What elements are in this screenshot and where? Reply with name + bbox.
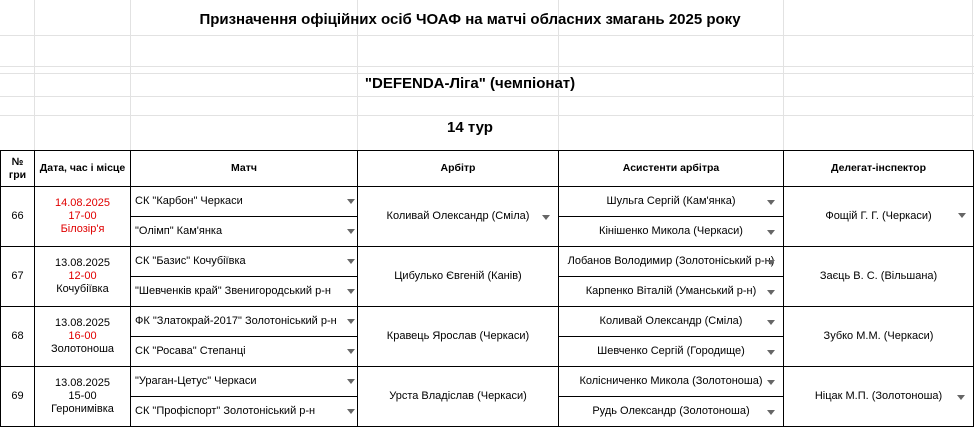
assistant2-select[interactable] [559, 397, 784, 427]
home-team-select[interactable] [131, 307, 358, 337]
home-team: ФК "Златокрай-2017" Золотоніський р-н [135, 315, 337, 327]
assistant1-name: Шульга Сергій (Кам'янка) [606, 195, 736, 207]
home-team-select[interactable] [131, 247, 358, 277]
dropdown-arrow-icon[interactable] [767, 230, 775, 235]
delegate-name: Зубко М.М. (Черкаси) [823, 330, 934, 342]
assistant2-select[interactable] [559, 337, 784, 367]
assistant1-select[interactable] [559, 307, 784, 337]
delegate-cell[interactable] [784, 187, 974, 247]
dropdown-arrow-icon[interactable] [767, 410, 775, 415]
away-team-select[interactable] [131, 397, 358, 427]
away-team: "Шевченків край" Звенигородський р-н [135, 285, 331, 297]
schedule-table [0, 150, 974, 427]
away-team-select[interactable] [131, 277, 358, 307]
dropdown-arrow-icon[interactable] [767, 200, 775, 205]
dropdown-arrow-icon[interactable] [347, 409, 355, 414]
game-time: 15-00 [68, 390, 97, 402]
referee-name: Цибулько Євгеній (Канів) [394, 270, 522, 282]
round-title: 14 тур [447, 119, 493, 136]
dropdown-arrow-icon[interactable] [347, 199, 355, 204]
referee-name: Кравець Ярослав (Черкаси) [386, 330, 530, 342]
delegate-cell[interactable] [784, 307, 974, 367]
dropdown-arrow-icon[interactable] [767, 260, 775, 265]
dropdown-arrow-icon[interactable] [542, 215, 550, 220]
assistant1-name: Коливай Олександр (Сміла) [599, 315, 743, 327]
header-row [1, 151, 974, 187]
header-num[interactable]: № гри [1, 151, 35, 187]
dropdown-arrow-icon[interactable] [347, 319, 355, 324]
dropdown-arrow-icon[interactable] [767, 380, 775, 385]
header-referee[interactable]: Арбітр [358, 151, 559, 187]
table-row [1, 247, 974, 277]
home-team: СК "Карбон" Черкаси [135, 195, 243, 207]
referee-name: Урста Владіслав (Черкаси) [389, 390, 527, 402]
dropdown-arrow-icon[interactable] [958, 213, 966, 218]
game-date: 13.08.2025 [54, 317, 111, 329]
away-team: СК "Профіспорт" Золотоніський р-н [135, 405, 316, 417]
league-title: "DEFENDA-Ліга" (чемпіонат) [364, 75, 576, 92]
dropdown-arrow-icon[interactable] [347, 349, 355, 354]
dropdown-arrow-icon[interactable] [347, 259, 355, 264]
referee-select[interactable] [358, 187, 559, 247]
game-time: 12-00 [68, 270, 97, 282]
assistant2-select[interactable] [559, 217, 784, 247]
game-place: Золотоноша [50, 343, 115, 355]
game-date: 14.08.2025 [54, 197, 111, 209]
game-place: Геронимівка [51, 403, 114, 415]
game-number[interactable]: 68 [1, 307, 35, 367]
game-time: 17-00 [68, 210, 97, 222]
header-delegate[interactable]: Делегат-інспектор [784, 151, 974, 187]
dropdown-arrow-icon[interactable] [767, 290, 775, 295]
game-datetime[interactable] [35, 367, 131, 427]
game-datetime[interactable] [35, 247, 131, 307]
referee-name: Коливай Олександр (Сміла) [386, 210, 530, 222]
game-date: 13.08.2025 [54, 377, 111, 389]
game-number[interactable]: 66 [1, 187, 35, 247]
assistant1-select[interactable] [559, 187, 784, 217]
away-team: СК "Росава" Степанці [135, 345, 246, 357]
delegate-name: Фощій Г. Г. (Черкаси) [825, 210, 932, 222]
assistant1-select[interactable] [559, 367, 784, 397]
assistant2-name: Шевченко Сергій (Городище) [597, 345, 745, 357]
dropdown-arrow-icon[interactable] [347, 289, 355, 294]
delegate-name: Заєць В. С. (Вільшана) [819, 270, 938, 282]
assistant2-select[interactable] [559, 277, 784, 307]
assistant2-name: Кінішенко Микола (Черкаси) [599, 225, 743, 237]
home-team: "Ураган-Цетус" Черкаси [135, 375, 257, 387]
table-row [1, 187, 974, 217]
dropdown-arrow-icon[interactable] [767, 320, 775, 325]
home-team-select[interactable] [131, 187, 358, 217]
table-row [1, 367, 974, 397]
referee-select[interactable] [358, 247, 559, 307]
delegate-name: Ніцак М.П. (Золотоноша) [814, 390, 943, 402]
game-number[interactable]: 67 [1, 247, 35, 307]
dropdown-arrow-icon[interactable] [767, 350, 775, 355]
game-place: Кочубіївка [56, 283, 109, 295]
delegate-cell[interactable] [784, 247, 974, 307]
away-team-select[interactable] [131, 217, 358, 247]
game-time: 16-00 [68, 330, 97, 342]
dropdown-arrow-icon[interactable] [957, 395, 965, 400]
dropdown-arrow-icon[interactable] [347, 229, 355, 234]
header-match[interactable]: Матч [131, 151, 358, 187]
game-date: 13.08.2025 [54, 257, 111, 269]
away-team: "Олімп" Кам'янка [135, 225, 223, 237]
game-number[interactable]: 69 [1, 367, 35, 427]
page-title: Призначення офіційних осіб ЧОАФ на матчі обласних змагань 2025 року [199, 11, 741, 28]
game-datetime[interactable] [35, 187, 131, 247]
game-place: Білозір'я [60, 223, 105, 235]
table-row [1, 307, 974, 337]
assistant2-name: Рудь Олександр (Золотоноша) [592, 405, 750, 417]
game-datetime[interactable] [35, 307, 131, 367]
referee-select[interactable] [358, 307, 559, 367]
dropdown-arrow-icon[interactable] [347, 379, 355, 384]
assistant1-name: Лобанов Володимир (Золотоніський р-н) [567, 255, 775, 267]
home-team-select[interactable] [131, 367, 358, 397]
away-team-select[interactable] [131, 337, 358, 367]
referee-select[interactable] [358, 367, 559, 427]
assistant2-name: Карпенко Віталій (Уманський р-н) [585, 285, 757, 297]
home-team: СК "Базис" Кочубіївка [135, 255, 246, 267]
assistant1-name: Колісниченко Микола (Золотоноша) [579, 375, 763, 387]
assistant1-select[interactable] [559, 247, 784, 277]
delegate-cell[interactable] [784, 367, 974, 427]
header-datetime[interactable]: Дата, час і місце [35, 151, 131, 187]
header-assistants[interactable]: Асистенти арбітра [559, 151, 784, 187]
